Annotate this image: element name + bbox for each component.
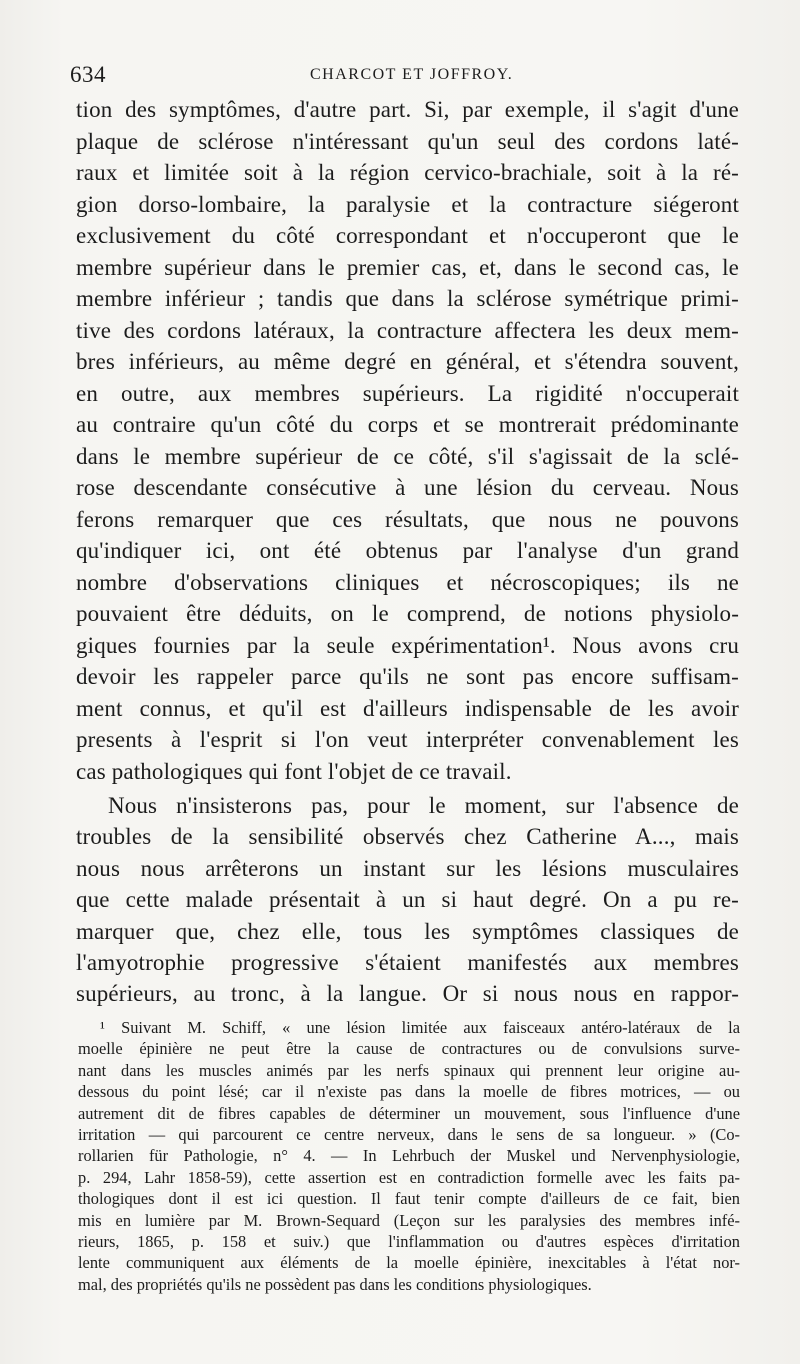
- text-line: rose descendante consécutive à une lésion du cerveau. Nous: [76, 475, 739, 500]
- footnote-line: mal, des propriétés qu'ils ne possèdent pas dans les conditions physiologiques.: [78, 1274, 592, 1294]
- paragraph-1: [76, 94, 739, 787]
- text-line: cas pathologiques qui font l'objet de ce travail.: [76, 758, 512, 784]
- text-line: devoir les rappeler parce qu'ils ne sont pas encore suffisam-: [76, 664, 739, 689]
- footnote-line: ¹ Suivant M. Schiff, « une lésion limitée aux faisceaux antéro-latéraux de la: [100, 1018, 740, 1037]
- text-line: bres inférieurs, au même degré en général, et s'étendra souvent,: [76, 349, 739, 374]
- text-line: au contraire qu'un côté du corps et se montrerait prédominante: [76, 412, 739, 437]
- footnote-line: moelle épinière ne peut être la cause de contractures ou de convulsions surve-: [78, 1039, 740, 1059]
- text-line: en outre, aux membres supérieurs. La rigidité n'occuperait: [76, 380, 739, 406]
- footnote-line: autrement dit de fibres capables de déterminer un mouvement, sous l'influence d'une: [78, 1103, 740, 1123]
- text-line: ferons remarquer que ces résultats, que nous ne pouvons: [76, 506, 739, 532]
- text-line: nombre d'observations cliniques et nécroscopiques; ils ne: [76, 569, 739, 595]
- footnote-line: p. 294, Lahr 1858-59), cette assertion est en contradiction formelle avec les faits pa-: [78, 1167, 740, 1187]
- page-number: 634: [70, 62, 106, 87]
- footnote-line: nant dans les muscles animés par les nerfs spinaux qui prennent leur origine au-: [78, 1060, 740, 1080]
- text-line: membre supérieur dans le premier cas, et, dans le second cas, le: [76, 254, 739, 280]
- text-line: nous nous arrêterons un instant sur les lésions musculaires: [76, 855, 739, 881]
- running-title: CHARCOT ET JOFFROY.: [310, 66, 514, 83]
- text-line: Nous n'insisterons pas, pour le moment, sur l'absence de: [108, 793, 739, 818]
- text-line: giques fournies par la seule expérimentation¹. Nous avons cru: [76, 632, 739, 658]
- text-line: membre inférieur ; tandis que dans la sclérose symétrique primi-: [76, 286, 739, 311]
- footnote: [78, 1017, 740, 1295]
- text-line: ment connus, et qu'il est d'ailleurs indispensable de les avoir: [76, 695, 739, 721]
- text-line: supérieurs, au tronc, à la langue. Or si nous nous en rappor-: [76, 981, 739, 1007]
- text-line: tive des cordons latéraux, la contracture affectera les deux mem-: [76, 317, 739, 343]
- footnote-line: thologiques dont il est ici question. Il faut tenir compte d'ailleurs de ce fait, bien: [78, 1189, 740, 1209]
- footnote-line: rieurs, 1865, p. 158 et suiv.) que l'inflammation ou d'autres espèces d'irritation: [78, 1232, 740, 1252]
- text-line: marquer que, chez elle, tous les symptômes classiques de: [76, 918, 739, 944]
- text-line: l'amyotrophie progressive s'étaient manifestés aux membres: [76, 950, 739, 976]
- text-line: plaque de sclérose n'intéressant qu'un seul des cordons laté-: [76, 128, 739, 154]
- text-line: exclusivement du côté correspondant et n'occuperont que le: [76, 223, 739, 248]
- page-header: [70, 62, 740, 92]
- text-line: dans le membre supérieur de ce côté, s'il s'agissait de la sclé-: [76, 443, 739, 469]
- footnote-line: lente communiquent aux éléments de la moelle épinière, inexcitables à l'état nor-: [78, 1253, 740, 1273]
- text-line: troubles de la sensibilité observés chez Catherine A..., mais: [76, 824, 739, 850]
- text-line: raux et limitée soit à la région cervico-brachiale, soit à la ré-: [76, 160, 739, 185]
- text-line: gion dorso-lombaire, la paralysie et la contracture siégeront: [76, 191, 739, 217]
- paragraph-2: [76, 790, 739, 1010]
- footnote-line: rollarien für Pathologie, n° 4. — In Lehrbuch der Muskel und Nervenphysiologie,: [78, 1146, 740, 1166]
- text-line: pouvaient être déduits, on le comprend, de notions physiolo-: [76, 601, 739, 626]
- footnote-line: dessous du point lésé; car il n'existe pas dans la moelle de fibres motrices, — ou: [78, 1082, 740, 1102]
- text-line: que cette malade présentait à un si haut degré. On a pu re-: [76, 887, 739, 913]
- text-line: qu'indiquer ici, ont été obtenus par l'analyse d'un grand: [76, 538, 739, 563]
- text-line: presents à l'esprit si l'on veut interpréter convenablement les: [76, 727, 739, 752]
- text-line: tion des symptômes, d'autre part. Si, par exemple, il s'agit d'une: [76, 97, 739, 122]
- footnote-line: mis en lumière par M. Brown-Sequard (Leçon sur les paralysies des membres infé-: [78, 1210, 740, 1230]
- footnote-line: irritation — qui parcourent ce centre nerveux, dans le sens de sa longueur. » (Co-: [78, 1125, 740, 1145]
